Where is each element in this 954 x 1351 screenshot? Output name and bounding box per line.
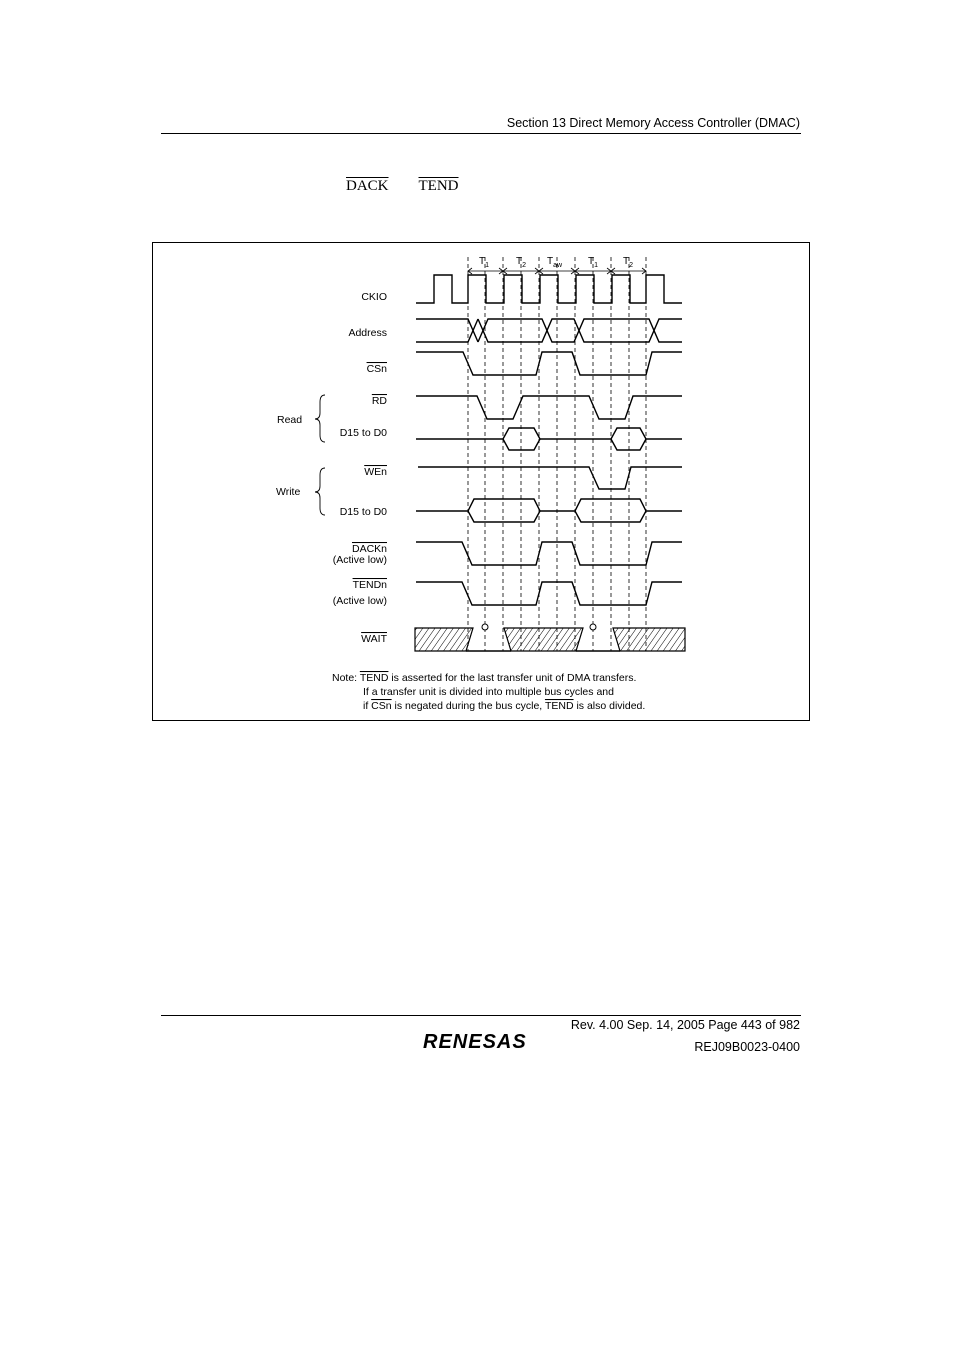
header-rule <box>161 133 801 134</box>
label-rd: RD <box>371 395 387 407</box>
waveforms <box>416 275 682 605</box>
address-wave <box>416 319 682 342</box>
cycle-t2-label: $T_2$ <box>516 256 527 269</box>
note-line-1: Note: TEND is asserted for the last transfer unit of DMA transfers. <box>332 672 637 684</box>
cycle-taw-label: $T_{aw}$ <box>547 256 563 269</box>
caption-tend: TEND <box>418 178 459 194</box>
renesas-logo <box>423 1030 543 1052</box>
label-write-data: D15 to D0 <box>339 506 387 518</box>
label-wait: WAIT <box>361 633 387 645</box>
group-labels <box>276 414 302 498</box>
label-csn: CSn <box>366 363 387 375</box>
read-data-wave <box>416 428 682 450</box>
dackn-wave <box>416 542 682 565</box>
timing-diagram <box>153 243 809 720</box>
label-tendn: TENDn <box>352 579 387 591</box>
write-brace <box>315 468 325 515</box>
footer-rule <box>161 1015 801 1016</box>
label-wen: WEn <box>364 466 387 478</box>
signal-names <box>333 291 388 645</box>
cycle-t1b-label: $T_1$ <box>588 256 599 269</box>
tendn-wave <box>416 582 682 605</box>
write-data-wave <box>416 499 682 522</box>
caption-dack: DACK <box>346 178 389 194</box>
figure-caption <box>346 178 459 195</box>
section-header: Section 13 Direct Memory Access Controller (DMAC) <box>506 116 800 130</box>
label-tendn-note: (Active low) <box>332 595 387 607</box>
label-ckio: CKIO <box>361 291 387 303</box>
cycle-labels <box>479 256 633 269</box>
label-write-group: Write <box>276 486 301 498</box>
label-read-group: Read <box>277 414 303 426</box>
diagram-note <box>332 672 645 712</box>
csn-wave <box>416 352 682 375</box>
label-address: Address <box>348 327 387 339</box>
label-dackn: DACKn <box>351 543 387 555</box>
label-read-data: D15 to D0 <box>339 427 387 439</box>
footer-doc-code: REJ09B0023-0400 <box>694 1040 800 1054</box>
note-line-2: If a transfer unit is divided into multiple bus cycles and <box>363 686 614 698</box>
wait-wave <box>415 624 685 651</box>
note-line-3: if CSn is negated during the bus cycle, TEND is also divided. <box>363 700 646 712</box>
rd-wave <box>416 396 682 419</box>
footer-revision: Rev. 4.00 Sep. 14, 2005 Page 443 of 982 <box>570 1018 800 1032</box>
label-dackn-note: (Active low) <box>332 554 387 566</box>
ckio-wave <box>416 275 682 303</box>
cycle-t1-label: $T_1$ <box>479 256 490 269</box>
logo-text: RENESAS <box>423 1031 527 1052</box>
read-brace <box>315 395 325 442</box>
group-braces <box>315 395 325 515</box>
cycle-t2b-label: $T_2$ <box>623 256 634 269</box>
timing-diagram-frame <box>152 242 810 721</box>
wen-wave <box>418 467 682 489</box>
cycle-guide-lines <box>468 257 646 651</box>
